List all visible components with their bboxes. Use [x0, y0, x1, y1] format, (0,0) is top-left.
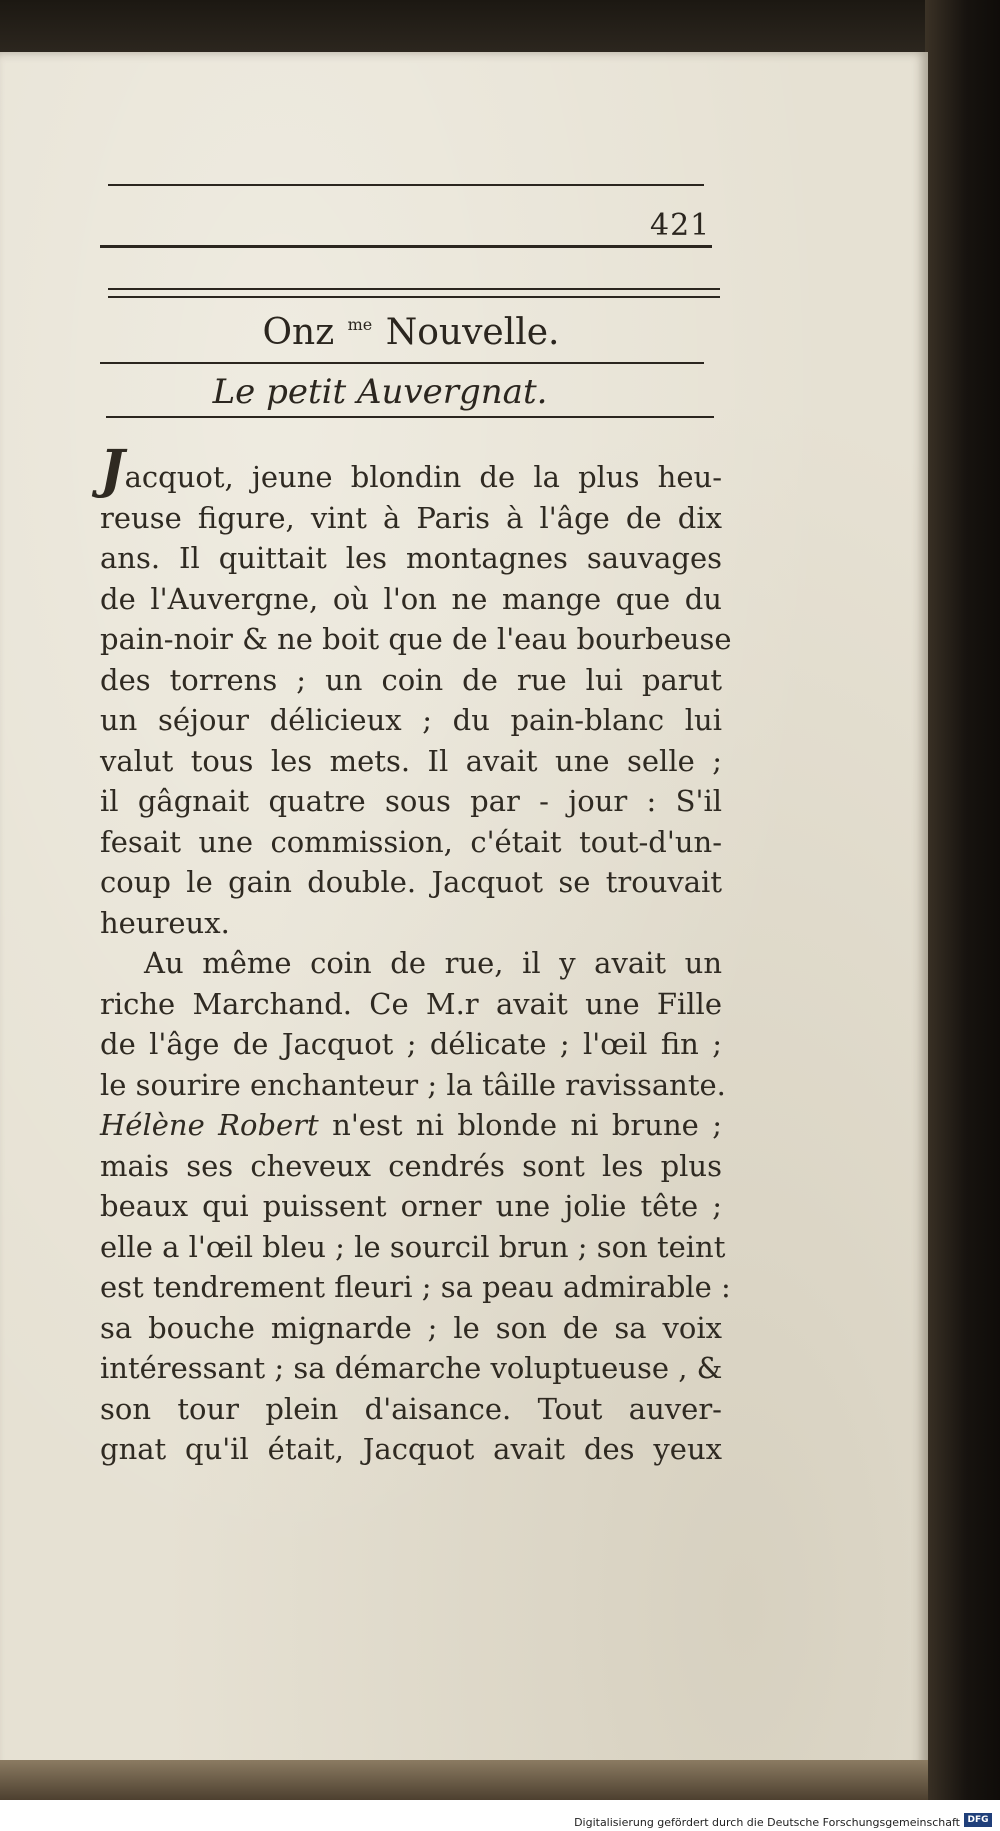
text-line: Au même coin de rue, il y avait un — [144, 946, 722, 980]
body-text — [100, 439, 732, 1470]
text-line: reuse figure, vint à Paris à l'âge de dix — [100, 500, 722, 535]
text-line: est tendrement fleuri ; sa peau admirable : — [100, 1270, 731, 1304]
italic-name: Hélène Robert — [100, 1108, 319, 1142]
text-line: de l'âge de Jacquot ; délicate ; l'œil fin ; — [100, 1027, 722, 1061]
heading-superscript: me — [347, 315, 373, 334]
text-line: de l'Auvergne, où l'on ne mange que du — [100, 581, 722, 616]
header-rule — [100, 245, 712, 248]
text-line: ans. Il quittait les montagnes sauvages — [100, 541, 722, 575]
text-line: le sourire enchanteur ; la tâille ravissante. — [100, 1067, 726, 1102]
drop-cap: J — [100, 439, 125, 500]
page-number: 421 — [650, 208, 711, 243]
text-line — [100, 1105, 722, 1146]
text-line: son tour plein d'aisance. Tout auver- — [100, 1391, 722, 1426]
text-line: des torrens ; un coin de rue lui parut — [100, 662, 722, 697]
heading-part-1: Onz — [262, 312, 335, 353]
text-line: intéressant ; sa démarche voluptueuse , & — [100, 1351, 723, 1385]
text-line: fesait une commission, c'était tout-d'un- — [100, 824, 722, 859]
book-spine-edge — [925, 0, 1000, 1831]
title-rule-top — [108, 288, 720, 290]
text-line: heureux. — [100, 905, 230, 940]
footer-credit: Digitalisierung gefördert durch die Deutsche Forschungsgemeinschaft — [574, 1816, 960, 1829]
title-rule-top-double — [108, 296, 720, 298]
chapter-subtitle: Le petit Auvergnat. — [212, 372, 548, 412]
text-line: il gâgnait quatre sous par - jour : S'il — [100, 784, 722, 818]
text-line: gnat qu'il était, Jacquot avait des yeux — [100, 1432, 722, 1466]
text-line-content: acquot, jeune blondin de la plus heu- — [124, 460, 722, 494]
ornament-rule — [108, 184, 704, 186]
text-line-content: n'est ni blonde ni brune ; — [318, 1108, 722, 1142]
text-line: valut tous les mets. Il avait une selle ; — [100, 743, 722, 778]
page-bottom-edge — [0, 1760, 928, 1802]
text-line: mais ses cheveux cendrés sont les plus — [100, 1148, 722, 1183]
subtitle-rule-top — [100, 362, 704, 364]
text-line: riche Marchand. Ce M.r avait une Fille — [100, 986, 722, 1021]
text-line: elle a l'œil bleu ; le sourcil brun ; son teint — [100, 1229, 726, 1264]
dfg-logo: DFG — [964, 1813, 992, 1827]
text-line: coup le gain double. Jacquot se trouvait — [100, 865, 722, 899]
text-line: sa bouche mignarde ; le son de sa voix — [100, 1310, 722, 1345]
text-line — [100, 439, 722, 500]
text-line: beaux qui puissent orner une jolie tête ; — [100, 1189, 722, 1223]
heading-part-2: Nouvelle. — [385, 312, 560, 353]
subtitle-rule-bottom — [106, 416, 714, 418]
text-line: un séjour délicieux ; du pain-blanc lui — [100, 703, 722, 737]
scan-background-top — [0, 0, 1000, 60]
text-line: pain-noir & ne boit que de l'eau bourbeuse — [100, 622, 732, 656]
chapter-heading — [100, 312, 722, 353]
